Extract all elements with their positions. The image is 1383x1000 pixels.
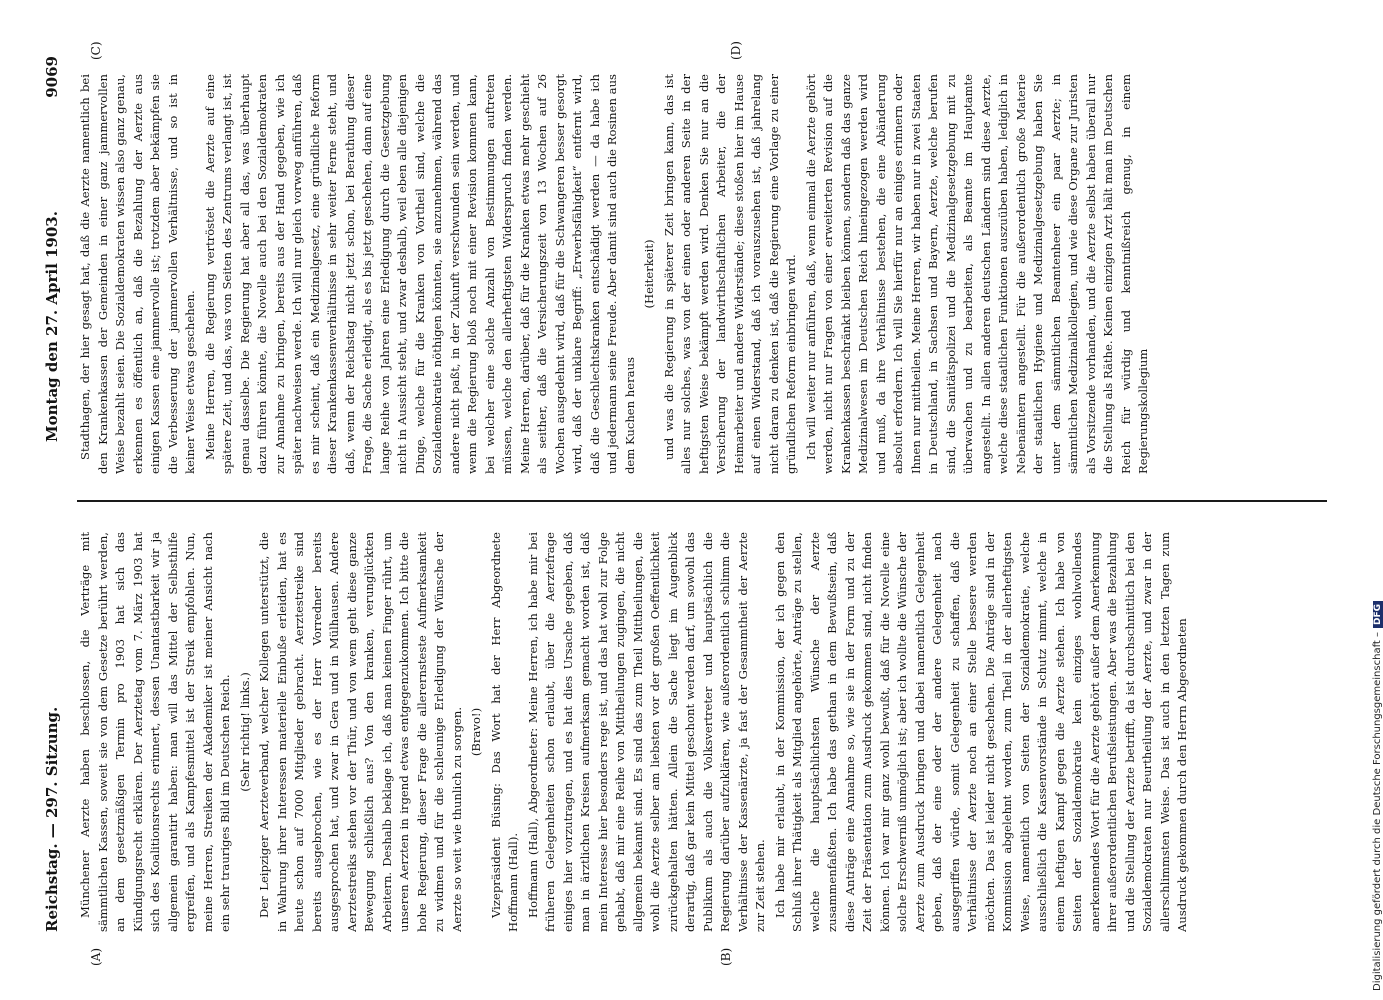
dfg-logo: DFG — [1373, 601, 1383, 628]
rotated-page — [37, 30, 1347, 970]
paragraph: Hoffmann (Hall), Abgeordneter: Meine Herren, ich habe mir bei früheren Gelegenheiten schon erlaubt, über die Aerztefrage einiges hier vorzutragen, und es hat dies Ursache gegeben, daß man in ärztlichen Kreisen aufmerksam gemacht worden ist, daß mein Interesse hier besonders rege ist, und das hat wohl zur Folge gehabt, daß mir eine Reihe von Mittheilungen zugingen, die nicht allgemein bekannt sind. Es sind das zum Theil Mittheilungen, die wohl die Aerzte selber am liebsten vor der großen Oeffentlichkeit zurückgehalten hätten. Allein die Sache liegt im Augenblick derartig, daß gar kein Mittel geschont werden darf, um sowohl das Publikum als auch die Volksvertreter und hauptsächlich die Regierung darüber aufzuklären, wie außerordentlich schlimm die Verhältnisse der Kassenärzte, ja fast der Gesammtheit der Aerzte zur Zeit stehen. — [525, 532, 767, 932]
interjection: (Bravo!) — [468, 707, 483, 757]
paragraph: Ich habe mir erlaubt, in der Kommission, der ich gegen den Schluß ihrer Thätigkeit als Mitglied angehörte, Anträge zu stellen, welche die hauptsächlichsten Wünsche der Aerzte zusammenfaßten. Ich habe das gethan in dem Bewußtsein, daß diese Anträge eine Annahme so, wie sie in der Form und zu der Zeit der Präsentation zum Ausdruck gekommen sind, nicht finden können. Ich war mir ganz wohl bewußt, daß für die Novelle eine solche Erschwerniß unmöglich ist; aber ich wollte die Wünsche der Aerzte zum Ausdruck bringen und dabei namentlich Gelegenheit geben, daß der eine oder der andere Gelegenheit nach ausgegriffen würde, somit Gelegenheit zu schaffen, daß die Verhältnisse der Aerzte noch an einer Stelle bessere werden möchten. Das ist leider nicht geschehen. Die Anträge sind in der Kommission abgelehnt worden, zum Theil in der allerheftigsten Weise, namentlich von Seiten der Sozialdemokratie, welche ausschließlich die Kassenvorstände in Schutz nimmt, welche in einem heftigen Kampf gegen die Aerzte stehen. Ich habe von Seiten der Sozialdemokratie kein einziges wohlwollendes anerkennendes Wort für die Aerzte gehört außer dem Anerkennung ihrer außerordentlichen Berufsleistungen. Aber was die Bezahlung und die Stellung der Aerzte betrifft, da ist durchschnittlich bei den Sozialdemokraten nur Beurtheilung der Aerzte, und zwar in der allerschlimmsten Weise. Das ist auch in den letzten Tagen zum Ausdruck gekommen durch den Herrn Abgeordneten — [772, 532, 1189, 932]
paragraph: Der Leipziger Aerzteverband, welcher Kollegen unterstützt, die in Wahrung ihrer Interessen materielle Einbuße erleiden, hat es heute schon auf 7000 Mitglieder gebracht. Aerztestreike sind bereits ausgebrochen, wie es der Herr Vorredner bereits ausgesprochen hat, und zwar in Gera und in Mülhausen. Andere Aerztestreiks stehen vor der Thür, und von wem geht diese ganze Bewegung schließlich aus? Von den kranken, verunglückten Arbeitern. Deshalb beklage ich, daß man keinen Finger rührt, um unseren Aerzten in irgend etwas entgegenzukommen. Ich bitte die hohe Regierung, dieser Frage die allerernsteste Aufmerksamkeit zu widmen und für die schleunige Erledigung der Wünsche der Aerzte so weit wie thunlich zu sorgen. — [256, 532, 463, 932]
header-left: Reichstag. — 297. Sitzung. — [42, 706, 61, 932]
margin-letter-a: (A) — [88, 947, 103, 966]
speaker-note: Vizepräsident Büsing: Das Wort hat der Herr Abgeordnete Hoffmann (Hall). — [488, 532, 520, 932]
paragraph: Münchener Aerzte haben beschlossen, die Verträge mit sämmtlichen Kassen, soweit sie von dem Gesetze berührt werden, an dem gesetzmäßigen Termin pro 1903 hat sich das Kündigungsrecht erklären. Der Aerztetag vom 7. März 1903 hat sich des Koalitionsrechts erinnert, dessen Unantastbarkeit wir ja allgemein garantirt haben: man will das Mittel der Selbsthilfe ergreifen, und als Kampfesmittel ist der Streik empfohlen. Nun, meine Herren, Streiken der Akademiker ist meiner Ansicht nach ein sehr trauriges Bild im Deutschen Reich. — [77, 532, 232, 932]
right-column — [77, 74, 1332, 474]
paragraph: Meine Herren, die Regierung vertröstet die Aerzte auf eine spätere Zeit, und das, was von Seiten des Zentrums verlangt ist, ist genau dasselbe. Die Regierung hat aber all das, was überhaupt dazu führen könnte, die Novelle auch bei den Sozialdemokraten zur Annahme zu bringen, bereits aus der Hand gegeben, wie ich später nachweisen werde. Ich will nur gleich vorweg anführen, daß es mir scheint, daß ein Medizinalgesetz, eine gründliche Reform dieser Krankenkassenverhältnisse in sehr weiter Ferne steht, und daß, wenn der Reichstag nicht jetzt schon, bei Berathung dieser Frage, die Sache erledigt, als es bis jetzt geschehen, dann auf eine lange Reihe von Jahren eine Erledigung durch die Gesetzgebung nicht in Aussicht steht, und zwar deshalb, weil eben alle diejenigen Dinge, welche für die Kranken von Vortheil sind, welche die Sozialdemokratie nöthigen könnten, sie anzunehmen, während das andere nicht paßt, in der Zukunft verschwunden sein werden, und wenn die Regierung bloß noch mit einer Revision kommen kann, bei welcher eine solche Anzahl von Bestimmungen auftreten müssen, welche den allerheftigsten Widerspruch finden werden. Meine Herren, darüber, daß für die Kranken etwas mehr geschieht als seither, daß die Versicherungszeit von 13 Wochen auf 26 Wochen ausgedehnt wird, daß für die Schwangeren besser gesorgt wird, daß der unklare Begriff: „Erwerbsfähigkeit“ entfernt wird, daß die Geschlechtskranken entschädigt werden — da habe ich und jedermann seine Freude. Aber damit sind auch die Rosinen aus dem Kuchen heraus — [202, 74, 636, 474]
credit-text: Digitalisierung gefördert durch die Deutsche Forschungsgemeinschaft – — [1372, 631, 1383, 991]
margin-letter-b: (B) — [718, 947, 733, 966]
interjection: (Sehr richtig! links.) — [237, 672, 251, 792]
margin-letter-d: (D) — [728, 41, 743, 60]
paragraph: Stadthagen, der hier gesagt hat, daß die Aerzte namentlich bei den Krankenkassen der Gemeinden in einer ganz jammervollen Weise bezahlt seien. Die Sozialdemokraten wissen also ganz genau, erkennen es öffentlich an, daß die Bezahlung der Aerzte aus einigen Kassen eine jammervolle ist; trotzdem aber bekämpfen sie die Verbesserung der jammervollen Verhältnisse, und so ist in keiner Weise etwas geschehen. — [77, 74, 197, 474]
column-divider — [77, 500, 1327, 502]
paragraph: und was die Regierung in späterer Zeit bringen kann, das ist alles nur solches, was von der einen oder anderen Seite in der heftigsten Weise bekämpft werden wird. Denken Sie nur an die Versicherung der landwirthschaftlichen Arbeiter, die der Heimarbeiter und andere Widerstände; diese stoßen hier im Hause auf einen Widerstand, daß ich vorauszusehen ist, daß jahrelang nicht daran zu denken ist, daß die Regierung eine Vorlage zu einer gründlichen Reform einbringen wird. — [661, 74, 798, 474]
digitization-credit — [1372, 601, 1383, 991]
left-column — [77, 532, 1332, 932]
header-date: Montag den 27. April 1903. — [42, 211, 61, 442]
margin-letter-c: (C) — [88, 41, 103, 60]
paragraph: Ich will weiter nur anführen, daß, wenn einmal die Aerzte gehört werden, nicht nur Fragen von einer erweiterten Revision auf die Krankenkassen beschränkt bleiben können, sondern daß das ganze Medizinalwesen im Deutschen Reich hineingezogen werden wird und muß, da ihre Verhältnisse bestehen, die eine Abänderung absolut erfordern. Ich will Sie hierfür nur an einiges erinnern oder Ihnen nur mittheilen. Meine Herren, wir haben nur in zwei Staaten in Deutschland, in Sachsen und Bayern, Aerzte, welche berufen sind, die Sanitätspolizei und die Medizinalgesetzgebung mit zu überwachen und zu bearbeiten, als Beamte im Hauptamte angestellt. In allen anderen deutschen Ländern sind diese Aerzte, welche diese staatlichen Funktionen auszuüben haben, lediglich in Nebenämtern angestellt. Für die außerordentlich große Materie der staatlichen Hygiene und Medizinalgesetzgebung haben Sie unter dem sämmtlichen Beamtenheer ein paar Aerzte; in sämmtlichen Medizinalkollegien, und wie diese Organe zur Juristen als Vorsitzende vorhanden, und die Aerzte selbst haben überall nur die Stellung als Räthe. Keinen einzigen Arzt hält man im Deutschen Reich für würdig und kenntnißreich genug, in einem Regierungskollegium — [803, 74, 1150, 474]
page-header — [43, 56, 69, 932]
interjection: (Heiterkeit) — [641, 239, 656, 309]
page-number: 9069 — [42, 56, 61, 98]
